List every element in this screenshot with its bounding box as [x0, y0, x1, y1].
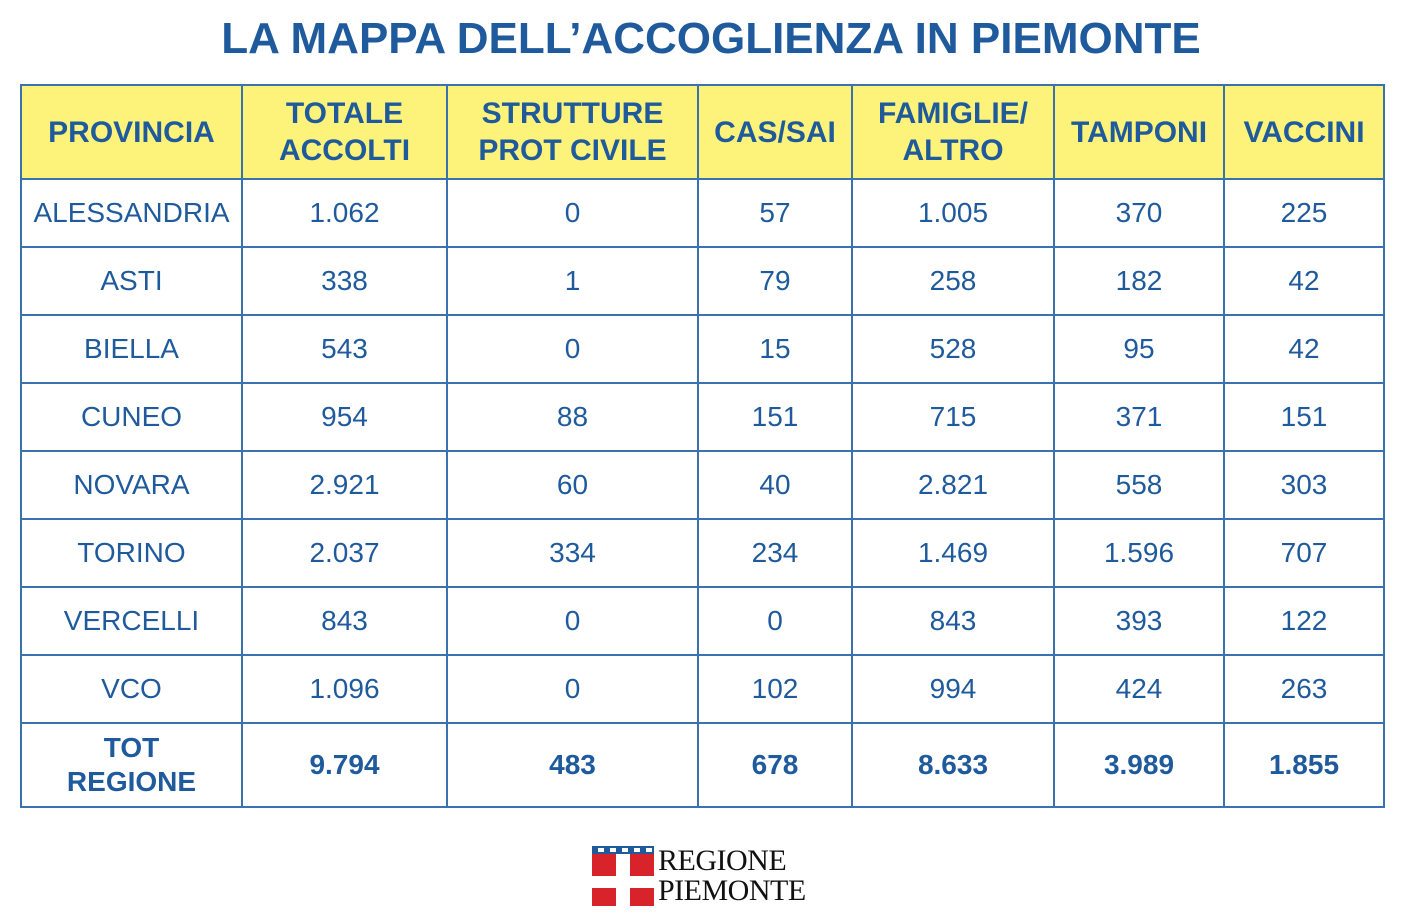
table-row — [21, 383, 1384, 451]
province-cell: BIELLA — [21, 315, 242, 383]
value-cell: 57 — [698, 179, 852, 247]
value-cell: 102 — [698, 655, 852, 723]
value-cell: 1.005 — [852, 179, 1054, 247]
value-cell: 40 — [698, 451, 852, 519]
logo-line2: PIEMONTE — [658, 874, 806, 907]
value-cell: 42 — [1224, 315, 1384, 383]
total-row — [21, 723, 1384, 807]
value-cell: 371 — [1054, 383, 1224, 451]
column-header-line1: CAS/SAI — [714, 115, 836, 149]
total-value-cell: 9.794 — [242, 723, 447, 807]
value-cell: 528 — [852, 315, 1054, 383]
table-row — [21, 315, 1384, 383]
column-header-line1: STRUTTURE — [481, 97, 664, 130]
province-cell: ASTI — [21, 247, 242, 315]
value-cell: 60 — [447, 451, 698, 519]
value-cell: 0 — [447, 315, 698, 383]
table-row — [21, 519, 1384, 587]
column-header — [1224, 85, 1384, 179]
table-body — [21, 179, 1384, 723]
value-cell: 258 — [852, 247, 1054, 315]
value-cell: 334 — [447, 519, 698, 587]
total-value-cell: 483 — [447, 723, 698, 807]
value-cell: 0 — [447, 655, 698, 723]
value-cell: 843 — [242, 587, 447, 655]
total-label-cell — [21, 723, 242, 807]
value-cell: 122 — [1224, 587, 1384, 655]
total-value-cell: 678 — [698, 723, 852, 807]
value-cell: 1.469 — [852, 519, 1054, 587]
value-cell: 151 — [698, 383, 852, 451]
accoglienza-table — [20, 84, 1385, 808]
table-row — [21, 179, 1384, 247]
value-cell: 15 — [698, 315, 852, 383]
value-cell: 79 — [698, 247, 852, 315]
total-label-line: TOT — [103, 732, 160, 763]
value-cell: 954 — [242, 383, 447, 451]
column-header-line2: ACCOLTI — [278, 134, 411, 167]
province-cell: VERCELLI — [21, 587, 242, 655]
piemonte-coat-of-arms-icon — [592, 846, 654, 906]
table-row — [21, 451, 1384, 519]
column-header-line1: VACCINI — [1243, 115, 1365, 149]
table-row — [21, 247, 1384, 315]
province-cell: NOVARA — [21, 451, 242, 519]
value-cell: 303 — [1224, 451, 1384, 519]
header-row — [21, 85, 1384, 179]
column-header — [1054, 85, 1224, 179]
province-cell: ALESSANDRIA — [21, 179, 242, 247]
value-cell: 1.062 — [242, 179, 447, 247]
value-cell: 225 — [1224, 179, 1384, 247]
table-row — [21, 655, 1384, 723]
value-cell: 1.596 — [1054, 519, 1224, 587]
column-header — [447, 85, 698, 179]
column-header — [242, 85, 447, 179]
logo-line1: REGIONE — [658, 844, 787, 877]
value-cell: 2.921 — [242, 451, 447, 519]
value-cell: 2.821 — [852, 451, 1054, 519]
regione-piemonte-logo — [592, 846, 812, 906]
value-cell: 393 — [1054, 587, 1224, 655]
province-cell: VCO — [21, 655, 242, 723]
value-cell: 1.096 — [242, 655, 447, 723]
province-cell: CUNEO — [21, 383, 242, 451]
column-header-line1: TAMPONI — [1070, 115, 1208, 149]
value-cell: 151 — [1224, 383, 1384, 451]
value-cell: 543 — [242, 315, 447, 383]
value-cell: 2.037 — [242, 519, 447, 587]
value-cell: 95 — [1054, 315, 1224, 383]
column-header-line1: PROVINCIA — [48, 115, 215, 149]
value-cell: 263 — [1224, 655, 1384, 723]
value-cell: 370 — [1054, 179, 1224, 247]
value-cell: 182 — [1054, 247, 1224, 315]
column-header-line2: ALTRO — [902, 134, 1004, 167]
total-value-cell: 3.989 — [1054, 723, 1224, 807]
value-cell: 88 — [447, 383, 698, 451]
value-cell: 715 — [852, 383, 1054, 451]
total-label-line: REGIONE — [66, 766, 197, 797]
total-value-cell: 8.633 — [852, 723, 1054, 807]
table-row — [21, 587, 1384, 655]
value-cell: 843 — [852, 587, 1054, 655]
value-cell: 994 — [852, 655, 1054, 723]
value-cell: 707 — [1224, 519, 1384, 587]
column-header-line1: TOTALE — [285, 97, 404, 130]
province-cell: TORINO — [21, 519, 242, 587]
column-header-line1: FAMIGLIE/ — [878, 97, 1028, 130]
value-cell: 424 — [1054, 655, 1224, 723]
value-cell: 1 — [447, 247, 698, 315]
value-cell: 0 — [698, 587, 852, 655]
value-cell: 0 — [447, 587, 698, 655]
total-value-cell: 1.855 — [1224, 723, 1384, 807]
value-cell: 234 — [698, 519, 852, 587]
column-header — [852, 85, 1054, 179]
column-header — [698, 85, 852, 179]
page-title: LA MAPPA DELL’ACCOGLIENZA IN PIEMONTE — [221, 14, 1201, 63]
value-cell: 338 — [242, 247, 447, 315]
column-header — [21, 85, 242, 179]
value-cell: 558 — [1054, 451, 1224, 519]
value-cell: 0 — [447, 179, 698, 247]
value-cell: 42 — [1224, 247, 1384, 315]
column-header-line2: PROT CIVILE — [478, 134, 667, 167]
